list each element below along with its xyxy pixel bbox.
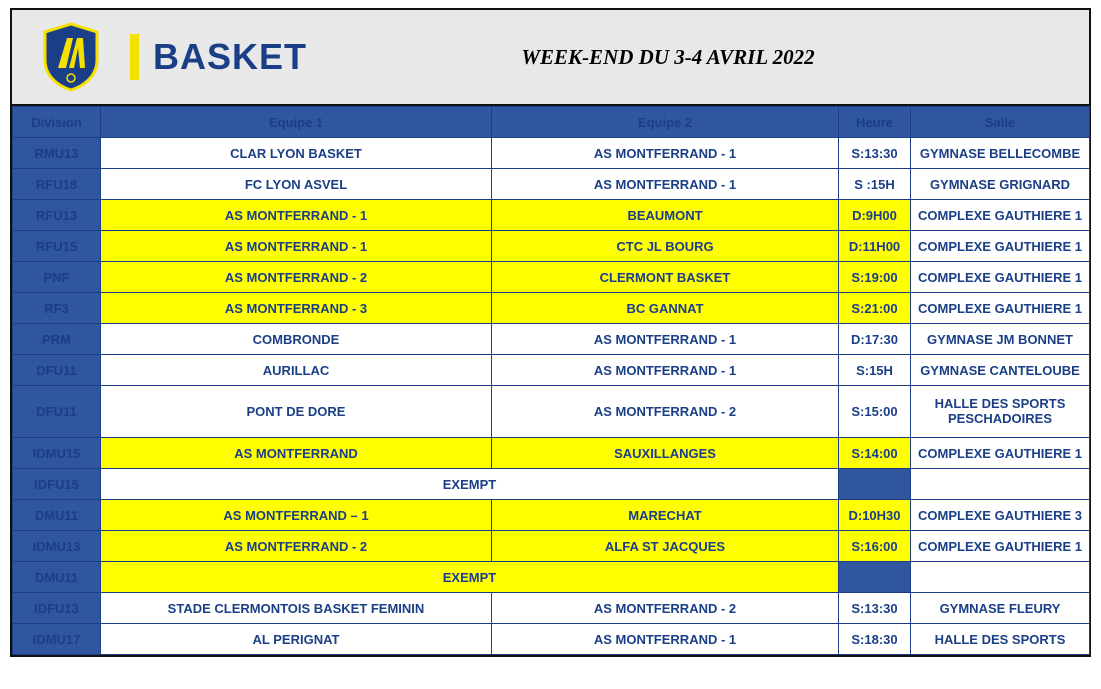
column-header-equipe1: Equipe 1 [101,107,492,138]
cell-equipe1: COMBRONDE [101,324,492,355]
cell-equipe2: AS MONTFERRAND - 1 [492,324,839,355]
cell-equipe1: AS MONTFERRAND - 2 [101,262,492,293]
cell-heure: S:15:00 [839,386,911,438]
cell-equipe2: MARECHAT [492,500,839,531]
cell-equipe1: PONT DE DORE [101,386,492,438]
cell-heure: S:13:30 [839,593,911,624]
cell-division: RFU13 [13,200,101,231]
cell-salle: HALLE DES SPORTS PESCHADOIRES [911,386,1090,438]
cell-division: DFU11 [13,355,101,386]
cell-equipe1: AS MONTFERRAND [101,438,492,469]
cell-salle: GYMNASE JM BONNET [911,324,1090,355]
table-row [13,500,1090,531]
column-header-salle: Salle [911,107,1090,138]
cell-equipe1: AS MONTFERRAND - 3 [101,293,492,324]
cell-equipe1: AS MONTFERRAND – 1 [101,500,492,531]
cell-heure: D:17:30 [839,324,911,355]
cell-division: PNF [13,262,101,293]
cell-equipe1: CLAR LYON BASKET [101,138,492,169]
cell-salle: GYMNASE FLEURY [911,593,1090,624]
cell-equipe1: AS MONTFERRAND - 1 [101,200,492,231]
schedule-sheet [10,8,1091,657]
document-title: WEEK-END DU 3-4 AVRIL 2022 [521,44,815,69]
table-row [13,262,1090,293]
cell-heure: S:16:00 [839,531,911,562]
cell-heure: S:19:00 [839,262,911,293]
table-row [13,593,1090,624]
table-row [13,200,1090,231]
cell-salle: COMPLEXE GAUTHIERE 1 [911,262,1090,293]
cell-salle: HALLE DES SPORTS [911,624,1090,655]
cell-division: IDFU15 [13,469,101,500]
cell-equipe2: AS MONTFERRAND - 1 [492,624,839,655]
table-row [13,324,1090,355]
cell-equipe2: AS MONTFERRAND - 1 [492,138,839,169]
cell-equipe2: AS MONTFERRAND - 2 [492,386,839,438]
column-header-equipe2: Equipe 2 [492,107,839,138]
cell-division: IDFU13 [13,593,101,624]
cell-division: PRM [13,324,101,355]
cell-salle: COMPLEXE GAUTHIERE 1 [911,231,1090,262]
cell-division: IDMU15 [13,438,101,469]
cell-heure: S:13:30 [839,138,911,169]
cell-division: RMU13 [13,138,101,169]
cell-division: IDMU13 [13,531,101,562]
cell-equipe1: AL PERIGNAT [101,624,492,655]
brand-lockup [130,34,307,80]
table-row [13,562,1090,593]
cell-heure: D:11H00 [839,231,911,262]
document-header [12,10,1089,106]
cell-heure: D:10H30 [839,500,911,531]
cell-division: DMU11 [13,562,101,593]
cell-division: RF3 [13,293,101,324]
cell-equipe2: BEAUMONT [492,200,839,231]
cell-equipe2: BC GANNAT [492,293,839,324]
cell-heure: S:21:00 [839,293,911,324]
cell-equipe1: FC LYON ASVEL [101,169,492,200]
cell-salle: GYMNASE BELLECOMBE [911,138,1090,169]
cell-salle: COMPLEXE GAUTHIERE 3 [911,500,1090,531]
cell-equipe2: AS MONTFERRAND - 1 [492,355,839,386]
table-row [13,169,1090,200]
table-row [13,231,1090,262]
cell-division: DFU11 [13,386,101,438]
cell-equipe2: CTC JL BOURG [492,231,839,262]
cell-salle [911,562,1090,593]
cell-equipe1: AS MONTFERRAND - 2 [101,531,492,562]
table-row [13,624,1090,655]
table-body [13,138,1090,655]
cell-equipe1: AS MONTFERRAND - 1 [101,231,492,262]
cell-division: DMU11 [13,500,101,531]
brand-accent-bar [130,34,139,80]
cell-salle: GYMNASE CANTELOUBE [911,355,1090,386]
logo-area [12,22,130,92]
column-header-heure: Heure [839,107,911,138]
cell-heure: S :15H [839,169,911,200]
cell-salle: GYMNASE GRIGNARD [911,169,1090,200]
cell-equipe2: ALFA ST JACQUES [492,531,839,562]
cell-heure: S:18:30 [839,624,911,655]
cell-salle: COMPLEXE GAUTHIERE 1 [911,438,1090,469]
cell-heure: S:14:00 [839,438,911,469]
cell-equipe2: SAUXILLANGES [492,438,839,469]
table-row [13,469,1090,500]
cell-salle: COMPLEXE GAUTHIERE 1 [911,200,1090,231]
cell-heure: D:9H00 [839,200,911,231]
table-row [13,355,1090,386]
cell-equipe1: AURILLAC [101,355,492,386]
table-header-row [13,107,1090,138]
cell-equipe1: STADE CLERMONTOIS BASKET FEMININ [101,593,492,624]
table-row [13,438,1090,469]
cell-equipe2: AS MONTFERRAND - 1 [492,169,839,200]
cell-salle: COMPLEXE GAUTHIERE 1 [911,531,1090,562]
cell-equipe1: EXEMPT [101,469,839,500]
table-row [13,386,1090,438]
title-area [307,45,1089,70]
cell-division: IDMU17 [13,624,101,655]
cell-equipe2: AS MONTFERRAND - 2 [492,593,839,624]
cell-division: RFU18 [13,169,101,200]
table-row [13,293,1090,324]
cell-heure [839,562,911,593]
schedule-table [12,106,1090,655]
table-row [13,138,1090,169]
cell-equipe2: CLERMONT BASKET [492,262,839,293]
brand-label: BASKET [153,36,308,77]
cell-salle: COMPLEXE GAUTHIERE 1 [911,293,1090,324]
cell-heure [839,469,911,500]
cell-equipe1: EXEMPT [101,562,839,593]
column-header-division: Division [13,107,101,138]
cell-division: RFU15 [13,231,101,262]
asm-shield-logo-icon [42,22,100,92]
table-row [13,531,1090,562]
cell-heure: S:15H [839,355,911,386]
cell-salle [911,469,1090,500]
